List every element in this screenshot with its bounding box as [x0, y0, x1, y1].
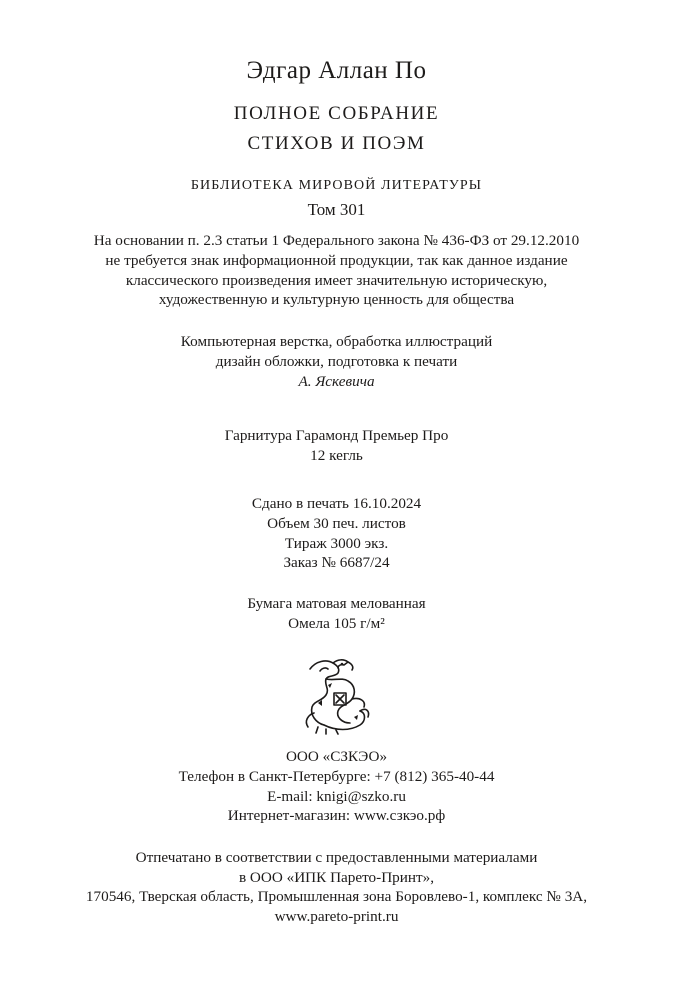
print-date: Сдано в печать 16.10.2024	[251, 495, 422, 512]
book-title-line-2: СТИХОВ И ПОЭМ	[247, 133, 426, 154]
publisher-website: Интернет-магазин: www.сзкэо.рф	[227, 807, 446, 824]
legal-notice-line: не требуется знак информационной продукции, так как данное издание	[105, 252, 568, 269]
dragon-emblem-icon	[300, 655, 374, 735]
print-run: Тираж 3000 экз.	[284, 535, 389, 552]
paper-type: Бумага матовая мелованная	[247, 595, 426, 612]
printer-info-line: Отпечатано в соответствии с предоставленными материалами	[135, 849, 538, 866]
legal-notice-line: На основании п. 2.3 статьи 1 Федерального закона № 436-ФЗ от 29.12.2010	[93, 232, 580, 249]
volume-number: Том 301	[307, 200, 366, 219]
print-volume: Объем 30 печ. листов	[267, 515, 406, 532]
paper-weight: Омела 105 г/м²	[288, 615, 385, 632]
publisher-phone: Телефон в Санкт-Петербурге: +7 (812) 365-40-44	[178, 768, 495, 785]
book-title-line-1: ПОЛНОЕ СОБРАНИЕ	[233, 103, 440, 124]
printer-website: www.pareto-print.ru	[274, 908, 399, 925]
publisher-name: ООО «СЗКЭО»	[285, 748, 388, 765]
legal-notice-line: классического произведения имеет значительную историческую,	[125, 272, 548, 289]
legal-notice-line: художественную и культурную ценность для общества	[158, 291, 515, 308]
publisher-email: E-mail: knigi@szko.ru	[267, 788, 406, 805]
series-name: БИБЛИОТЕКА МИРОВОЙ ЛИТЕРАТУРЫ	[190, 178, 483, 193]
typeface-name: Гарнитура Гарамонд Премьер Про	[224, 427, 449, 444]
printer-info-line: в ООО «ИПК Парето-Принт»,	[238, 869, 435, 886]
order-number: Заказ № 6687/24	[283, 554, 390, 571]
author-name: Эдгар Аллан По	[246, 57, 427, 84]
font-size-info: 12 кегль	[310, 447, 363, 464]
printer-address: 170546, Тверская область, Промышленная зона Боровлево-1, комплекс № 3А,	[85, 888, 588, 905]
layout-credit-line: Компьютерная верстка, обработка иллюстраций	[180, 333, 493, 350]
designer-name: А. Яскевича	[298, 373, 375, 390]
layout-credit-line: дизайн обложки, подготовка к печати	[215, 353, 458, 370]
